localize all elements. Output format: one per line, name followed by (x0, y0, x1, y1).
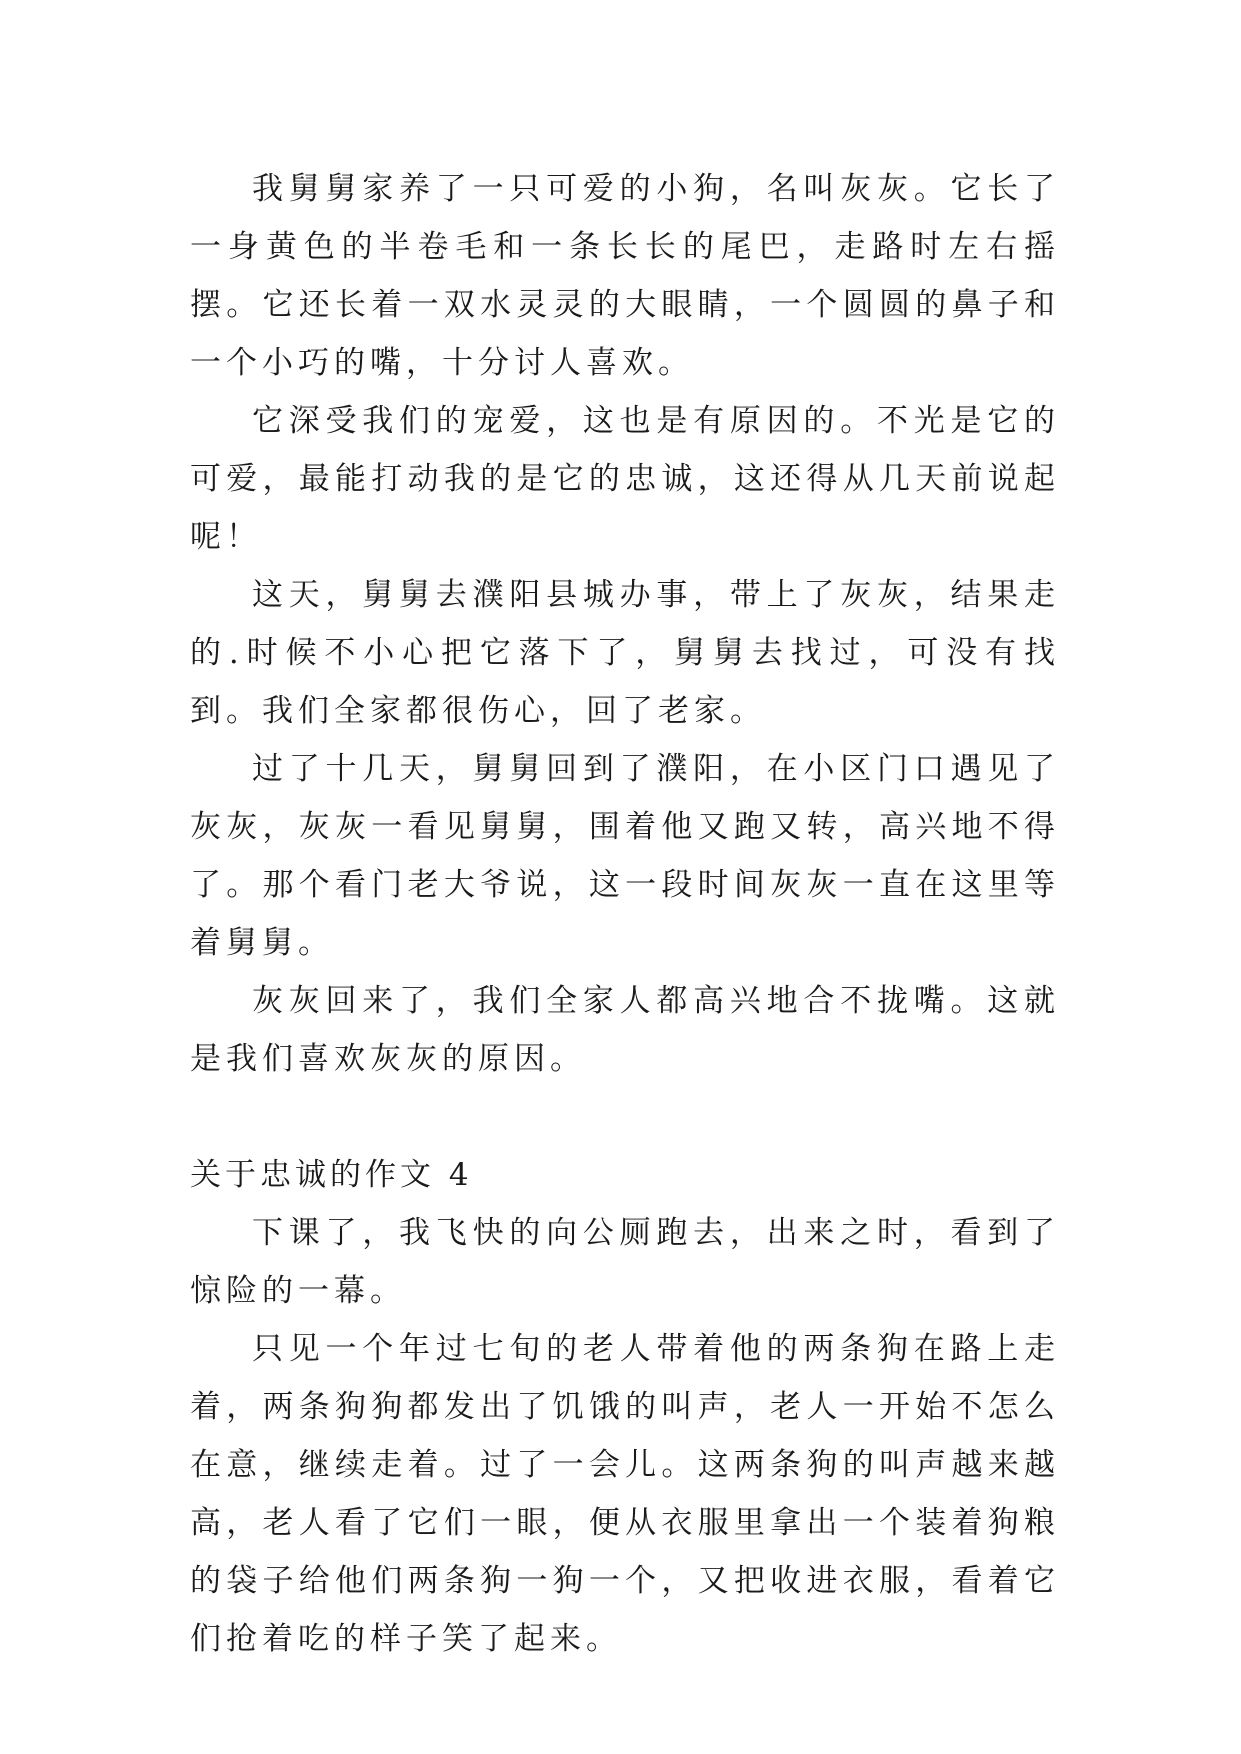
paragraph: 只见一个年过七旬的老人带着他的两条狗在路上走着，两条狗狗都发出了饥饿的叫声，老人一开始不怎么在意，继续走着。过了一会儿。这两条狗的叫声越来越高，老人看了它们一眼，便从衣服里拿出一个装着狗粮的袋子给他们两条狗一狗一个，又把收进衣服，看着它们抢着吃的样子笑了起来。 (190, 1331, 1060, 1657)
essay-title: 关于忠诚的作文 4 (190, 1157, 473, 1193)
paragraph: 它深受我们的宠爱，这也是有原因的。不光是它的可爱，最能打动我的是它的忠诚，这还得从几天前说起呢！ (190, 403, 1060, 555)
paragraph: 过了十几天，舅舅回到了濮阳，在小区门口遇见了灰灰，灰灰一看见舅舅，围着他又跑又转，高兴地不得了。那个看门老大爷说，这一段时间灰灰一直在这里等着舅舅。 (190, 751, 1060, 961)
document-body (190, 160, 1060, 1668)
essay-section-one (190, 160, 1060, 1088)
paragraph: 这天，舅舅去濮阳县城办事，带上了灰灰，结果走的.时候不小心把它落下了，舅舅去找过，可没有找到。我们全家都很伤心，回了老家。 (190, 577, 1060, 729)
essay-section-two (190, 1146, 1060, 1668)
paragraph: 我舅舅家养了一只可爱的小狗，名叫灰灰。它长了一身黄色的半卷毛和一条长长的尾巴，走路时左右摇摆。它还长着一双水灵灵的大眼睛，一个圆圆的鼻子和一个小巧的嘴，十分讨人喜欢。 (190, 171, 1060, 381)
paragraph: 下课了，我飞快的向公厕跑去，出来之时，看到了惊险的一幕。 (190, 1215, 1060, 1309)
paragraph: 灰灰回来了，我们全家人都高兴地合不拢嘴。这就是我们喜欢灰灰的原因。 (190, 983, 1060, 1077)
